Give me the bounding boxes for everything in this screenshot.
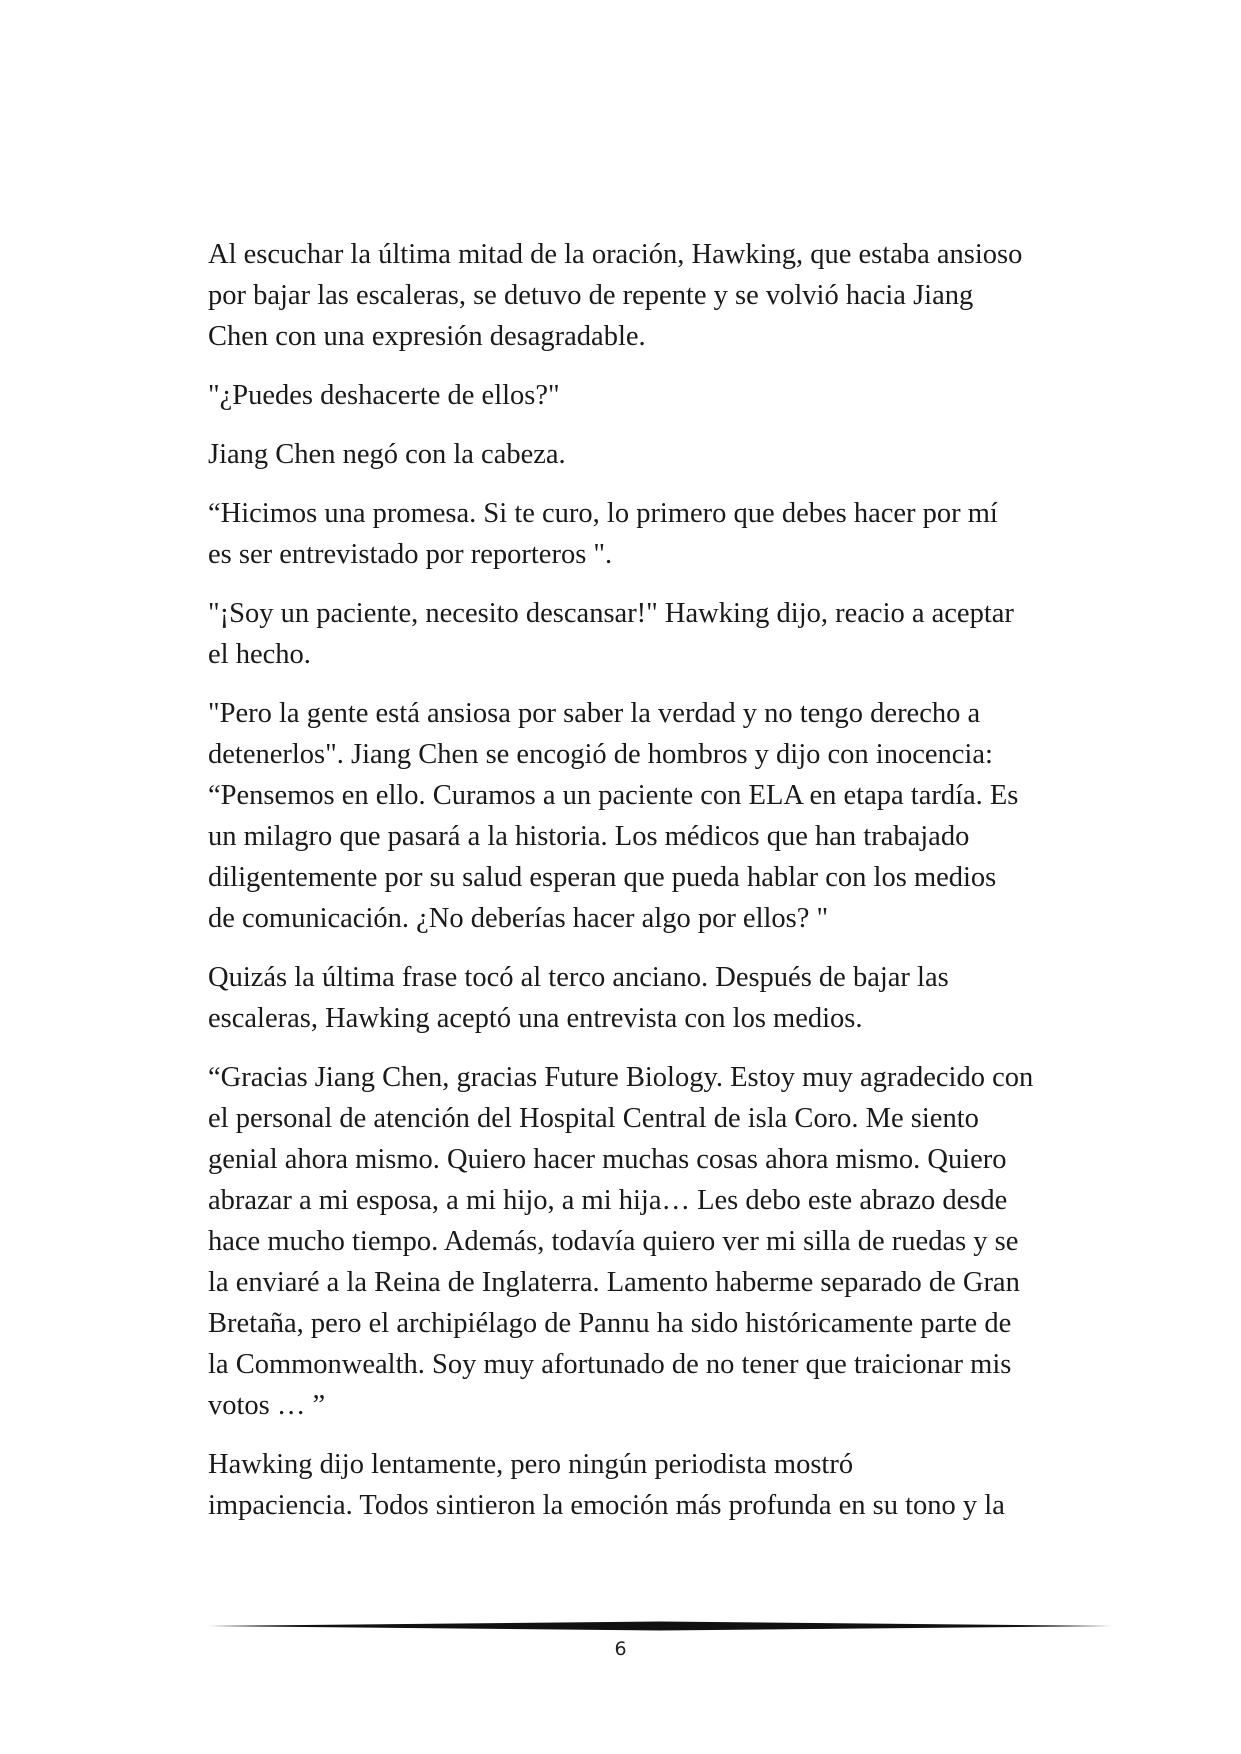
text-line: el hecho.: [208, 639, 311, 670]
text-line: votos … ”: [208, 1390, 326, 1421]
text-line: “Pensemos en ello. Curamos a un paciente con ELA en etapa tardía. Es: [208, 780, 1019, 811]
text-line: detenerlos". Jiang Chen se encogió de hombros y dijo con inocencia:: [208, 739, 993, 770]
paragraph-9: [208, 1444, 1070, 1526]
text-line: Al escuchar la última mitad de la oración, Hawking, que estaba ansioso: [208, 239, 1023, 270]
text-line: "¿Puedes deshacerte de ellos?": [208, 380, 560, 411]
text-line: Chen con una expresión desagradable.: [208, 321, 646, 352]
text-line: de comunicación. ¿No deberías hacer algo por ellos? ": [208, 903, 829, 934]
text-line: diligentemente por su salud esperan que pueda hablar con los medios: [208, 862, 997, 893]
text-line: Hawking dijo lentamente, pero ningún periodista mostró: [208, 1449, 854, 1480]
text-line: Jiang Chen negó con la cabeza.: [208, 439, 566, 470]
paragraph-6: [208, 693, 1070, 939]
body-text: [208, 234, 1070, 1544]
paragraph-2: [208, 375, 1070, 416]
text-line: un milagro que pasará a la historia. Los médicos que han trabajado: [208, 821, 970, 852]
text-line: la enviaré a la Reina de Inglaterra. Lamento haberme separado de Gran: [208, 1267, 1020, 1298]
paragraph-3: [208, 434, 1070, 475]
text-line: es ser entrevistado por reporteros ".: [208, 539, 613, 570]
text-line: Bretaña, pero el archipiélago de Pannu ha sido históricamente parte de: [208, 1308, 1012, 1339]
text-line: Quizás la última frase tocó al terco anciano. Después de bajar las: [208, 962, 949, 993]
text-line: la Commonwealth. Soy muy afortunado de no tener que traicionar mis: [208, 1349, 1012, 1380]
page-number: 6: [614, 1638, 627, 1660]
text-line: "¡Soy un paciente, necesito descansar!" Hawking dijo, reacio a aceptar: [208, 598, 1014, 629]
text-line: el personal de atención del Hospital Central de isla Coro. Me siento: [208, 1103, 979, 1134]
text-line: “Gracias Jiang Chen, gracias Future Biology. Estoy muy agradecido con: [208, 1062, 1034, 1093]
text-line: genial ahora mismo. Quiero hacer muchas cosas ahora mismo. Quiero: [208, 1144, 1007, 1175]
text-line: “Hicimos una promesa. Si te curo, lo primero que debes hacer por mí: [208, 498, 998, 529]
paragraph-4: [208, 493, 1070, 575]
text-line: escaleras, Hawking aceptó una entrevista con los medios.: [208, 1003, 863, 1034]
text-line: abrazar a mi esposa, a mi hijo, a mi hija… Les debo este abrazo desde: [208, 1185, 1008, 1216]
text-line: hace mucho tiempo. Además, todavía quiero ver mi silla de ruedas y se: [208, 1226, 1019, 1257]
paragraph-1: [208, 234, 1070, 357]
text-line: "Pero la gente está ansiosa por saber la verdad y no tengo derecho a: [208, 698, 981, 729]
paragraph-7: [208, 957, 1070, 1039]
paragraph-5: [208, 593, 1070, 675]
paragraph-8: [208, 1057, 1070, 1426]
text-line: impaciencia. Todos sintieron la emoción más profunda en su tono y la: [208, 1490, 1005, 1521]
footer-divider: [208, 1620, 1112, 1632]
text-line: por bajar las escaleras, se detuvo de repente y se volvió hacia Jiang: [208, 280, 974, 311]
